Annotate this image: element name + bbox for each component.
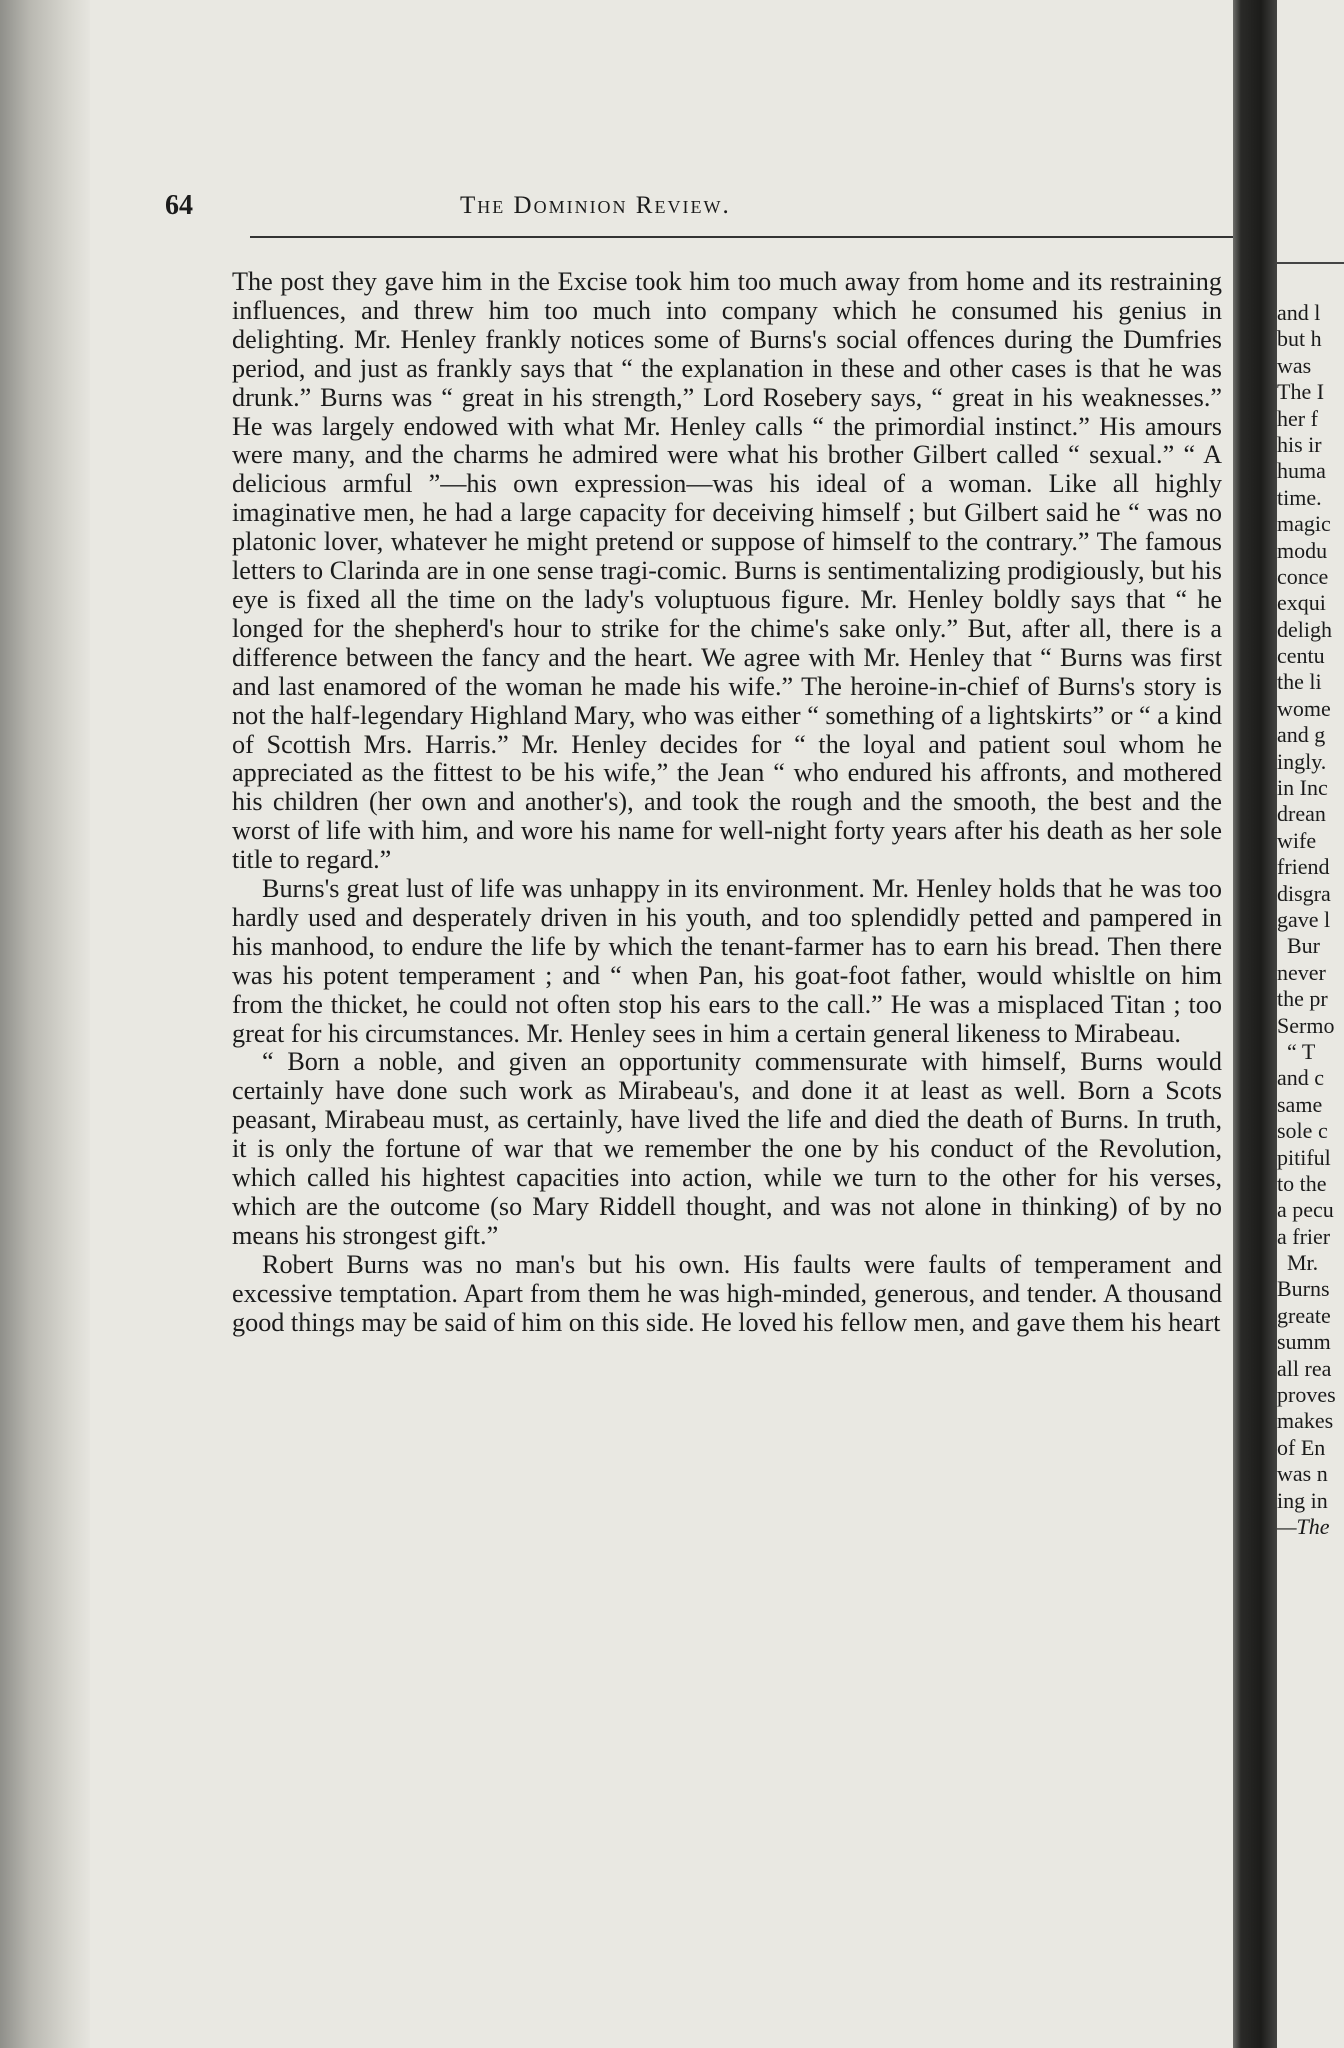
facing-page-line: same <box>1277 1091 1323 1117</box>
facing-page-line: ing in <box>1277 1487 1328 1513</box>
paragraph: The post they gave him in the Excise took him too much away from home and its restraining influences, and threw him too much into company which he consumed his genius in delighting. Mr. Henley frankly notices some of Burns's social offences during the Dumfries period, and just as frankly says that “ the explanation in these and other cases is that he was drunk.” Burns was “ great in his strength,” Lord Rosebery says, “ great in his weaknesses.” He was largely endowed with what Mr. Henley calls “ the primordial instinct.” His amours were many, and the charms he admired were what his brother Gilbert called “ sexual.” “ A delicious armful ”—his own expression—was his ideal of a woman. Like all highly imaginative men, he had a large capacity for deceiving himself ; but Gilbert said he “ was no platonic lover, whatever he might pretend or suppose of himself to the contrary.” The famous letters to Clarinda are in one sense tragi-comic. Burns is sentimentalizing prodigiously, but his eye is fixed all the time on the lady's voluptuous figure. Mr. Henley boldly says that “ he longed for the shepherd's hour to strike for the chime's sake only.” But, after all, there is a difference between the fancy and the heart. We agree with Mr. Henley that “ Burns was first and last enamored of the woman he made his wife.” The heroine-in-chief of Burns's story is not the half-legendary Highland Mary, who was either “ something of a lightskirts” or “ a kind of Scottish Mrs. Harris.” Mr. Henley decides for “ the loyal and patient soul whom he appreciated as the fittest to be his wife,” the Jean “ who endured his affronts, and mothered his children (her own and another's), and took the rough and the smooth, the best and the worst of life with him, and wore his name for well-night forty years after his death as her sole title to regard.” <box>232 267 1222 875</box>
book-binding-edge <box>0 0 90 2048</box>
facing-page-line: deligh <box>1277 616 1332 642</box>
facing-page-line: never <box>1277 959 1326 985</box>
facing-page-line: friend <box>1277 854 1330 880</box>
facing-page-line: her f <box>1277 405 1318 431</box>
header-rule <box>250 236 1240 238</box>
facing-page-line: and l <box>1277 300 1321 325</box>
facing-page-line: but h <box>1277 326 1322 352</box>
facing-page-line: of En <box>1277 1434 1326 1460</box>
facing-page-line: time. <box>1277 484 1322 510</box>
paragraph: Robert Burns was no man's but his own. His faults were faults of temperament and excessive temptation. Apart from them he was high-minded, generous, and tender. A thousand good things may be said of him on this side. He loved his fellow men, and gave them his heart <box>232 1249 1222 1337</box>
facing-page-line: and g <box>1277 722 1326 748</box>
paragraph: Burns's great lust of life was unhappy in its environment. Mr. Henley holds that he was too hardly used and desperately driven in his youth, and too splendidly petted and pampered in his manhood, to endure the life by which the tenant-farmer has to earn his bread. Then there was his potent temperament ; and “ when Pan, his goat-foot father, would whisltle on him from the thicket, he could not often stop his ears to the call.” He was a misplaced Titan ; too great for his circumstances. Mr. Henley sees in him a certain general likeness to Mirabeau. <box>232 874 1222 1048</box>
facing-page-line: Bur <box>1287 933 1320 959</box>
page-header <box>165 190 1220 230</box>
facing-page-line: ingly. <box>1277 748 1327 774</box>
article-body <box>232 268 1222 1338</box>
facing-page-line: was n <box>1277 1461 1328 1487</box>
page-number: 64 <box>165 190 193 221</box>
facing-page-rule <box>1277 262 1344 264</box>
facing-page-text <box>1277 300 1344 1540</box>
facing-page-line: Sermo <box>1277 1012 1335 1038</box>
facing-page-line: his ir <box>1277 431 1322 457</box>
facing-page-line: wome <box>1277 695 1331 721</box>
facing-page <box>1277 0 1344 2048</box>
facing-page-line: gave l <box>1277 906 1331 932</box>
facing-page-line: “ T <box>1287 1038 1316 1064</box>
facing-page-line: Mr. <box>1287 1250 1319 1276</box>
facing-page-line: disgra <box>1277 880 1331 906</box>
book-gutter <box>1233 0 1277 2048</box>
facing-page-line: a pecu <box>1277 1197 1334 1223</box>
facing-page-line: the li <box>1277 669 1322 695</box>
facing-page-line: centu <box>1277 643 1325 669</box>
facing-page-line: all rea <box>1277 1355 1332 1381</box>
facing-page-line: magic <box>1277 511 1331 537</box>
paragraph: “ Born a noble, and given an opportunity commensurate with himself, Burns would certainly have done such work as Mirabeau's, and done it at least as well. Born a Scots peasant, Mirabeau must, as certainly, have lived the life and died the death of Burns. In truth, it is only the fortune of war that we remember the one by his conduct of the Revolution, which called his hightest capacities into action, while we turn to the other for his verses, which are the outcome (so Mary Riddell thought, and was not alone in thinking) of by no means his strongest gift.” <box>232 1047 1222 1250</box>
facing-page-line: huma <box>1277 458 1326 484</box>
facing-page-line: drean <box>1277 801 1326 827</box>
facing-page-line: pitiful <box>1277 1144 1331 1170</box>
facing-page-line: sole c <box>1277 1118 1328 1144</box>
facing-page-line: makes <box>1277 1408 1334 1434</box>
facing-page-line: and c <box>1277 1065 1325 1091</box>
facing-page-line: modu <box>1277 537 1328 563</box>
facing-page-line: exqui <box>1277 590 1326 616</box>
facing-page-line: wife <box>1277 827 1317 853</box>
facing-page-line: greate <box>1277 1302 1331 1328</box>
facing-page-line: to the <box>1277 1170 1327 1196</box>
facing-page-line: a frier <box>1277 1223 1331 1249</box>
facing-page-line: The I <box>1277 379 1325 405</box>
facing-page-line: —The <box>1277 1513 1330 1539</box>
facing-page-line: the pr <box>1277 986 1328 1012</box>
facing-page-line: conce <box>1277 563 1329 589</box>
facing-page-line: Burns <box>1277 1276 1330 1302</box>
running-title: The Dominion Review. <box>460 192 731 219</box>
facing-page-line: summ <box>1277 1329 1331 1355</box>
facing-page-line: proves <box>1277 1382 1336 1408</box>
facing-page-line: was <box>1277 352 1312 378</box>
facing-page-line: in Inc <box>1277 775 1328 801</box>
